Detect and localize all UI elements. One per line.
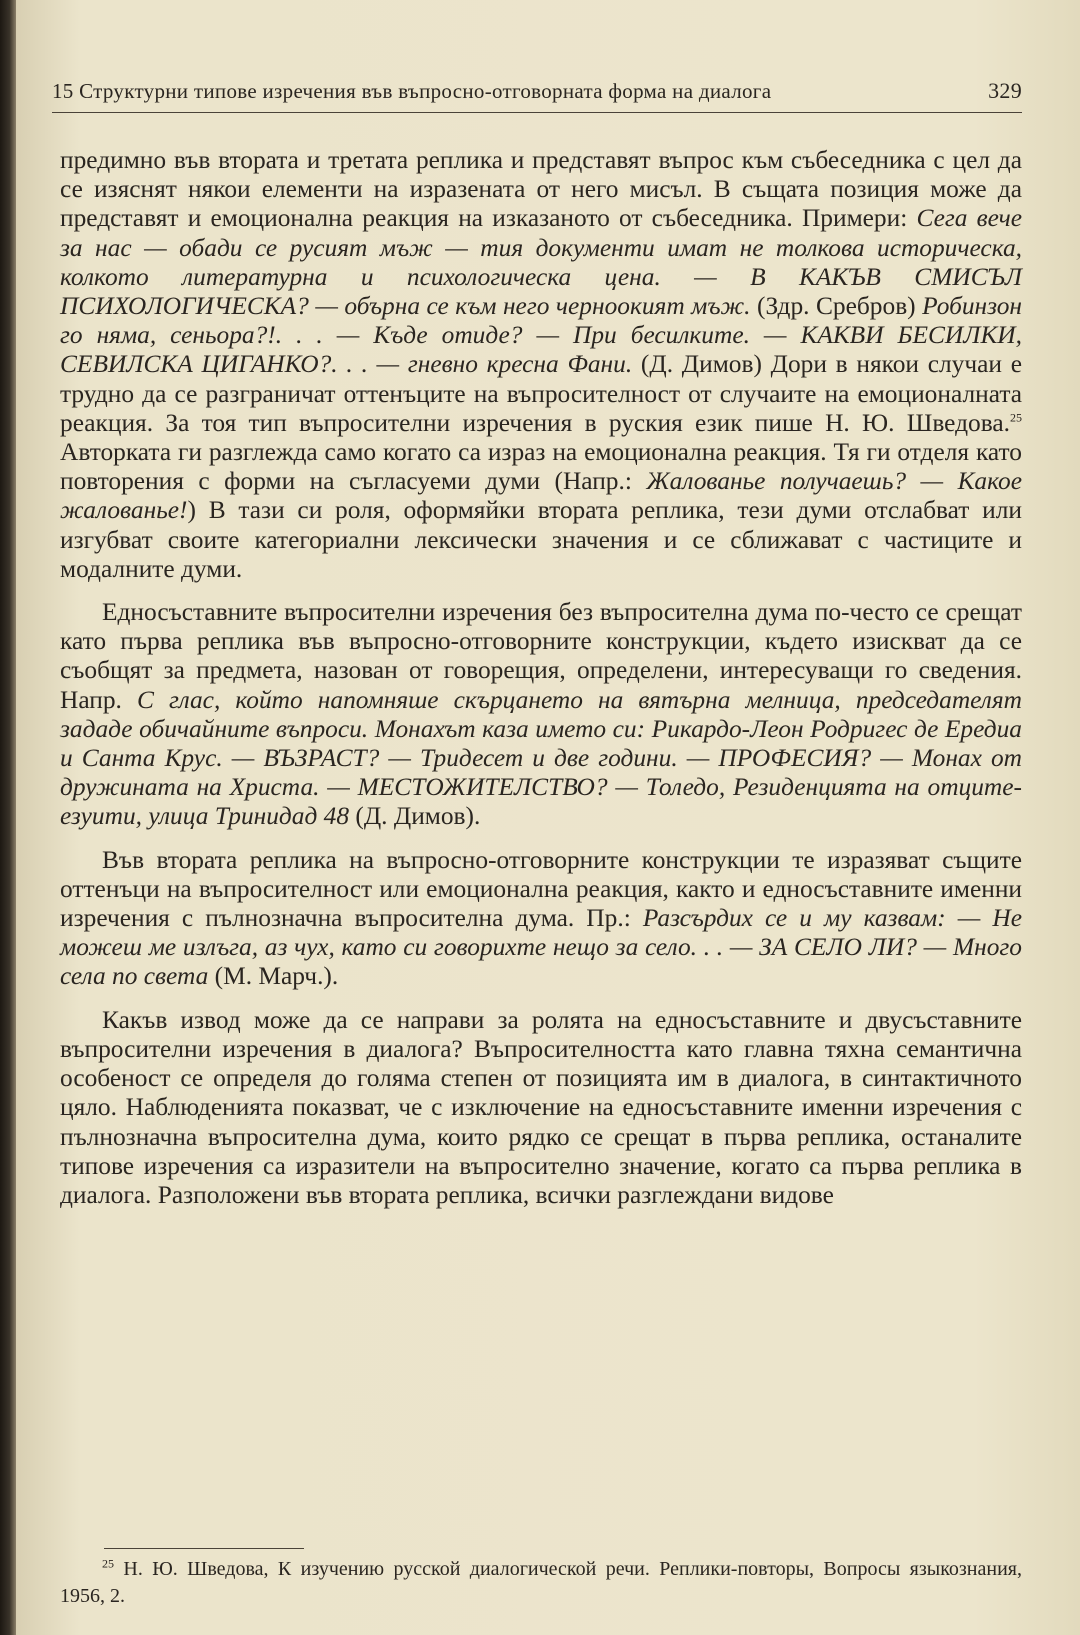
text-run: (Здр. Сребров) <box>750 292 923 321</box>
example-text: Сега вече за нас — обади се русият мъж — тия документи имат не толкова историческа, колкото литературна и психологическа цена. — В КАКЪВ СМИСЪЛ ПСИХОЛОГИЧЕСКА? — обърна се към него черноокият мъж. <box>60 204 1022 321</box>
text-run: Авторката ги разглежда само когато са израз на емоционална реакция. Тя ги отделя като повторения с форми на съгласуеми думи (Напр.: <box>60 438 1022 496</box>
footnote-divider <box>104 1548 304 1549</box>
paragraph <box>60 146 1022 584</box>
text-run: (Д. Димов) Дори в някои случаи е трудно да се разграничат оттенъците на въпросителност от случаите на емоционалната реакция. За тоя тип въпросителни изречения в руския език пише Н. Ю. Шведова. <box>60 350 1022 437</box>
text-run: (Д. Димов). <box>349 802 481 831</box>
example-text: Жалованье получаешь? — Какое жалованье! <box>60 467 1022 525</box>
text-run: ) В тази си роля, оформяйки втората реплика, тези думи отслабват или изгубват своите категориални лексически значения и се сближават с частиците и модалните думи. <box>60 496 1022 583</box>
text-run: Какъв извод може да се направи за ролята на едносъставните и двусъставните въпросителни изречения в диалога? Въпросителността като главна тяхна семантична особеност се определя до голяма степен от позицията им в диалога, в синтактичното цяло. Наблюденията показват, че с изключение на едносъставните именни изречения с пълнозначна въпросителна дума, които рядко се срещат в първа реплика, останалите типове изречения са изразители на въпросително значение, когато са първа реплика в диалога. Разположени във втората реплика, всички разглеждани видове <box>60 1005 1022 1209</box>
page-number: 329 <box>988 78 1022 103</box>
book-page <box>16 0 1080 1635</box>
text-run: (М. Марч.). <box>208 962 339 991</box>
footnote-text: Н. Ю. Шведова, К изучению русской диалогической речи. Реплики-повторы, Вопросы языкознания, 1956, 2. <box>60 1558 1022 1607</box>
example-text: С глас, който напомняше скърцането на вятърна мелница, председателят зададе обичайните въпроси. Монахът каза името си: Рикардо-Леон Родригес де Ередиа и Санта Крус. — ВЪЗРАСТ? — Тридесет и две години. — ПРОФЕСИЯ? — Монах от дружината на Христа. — МЕСТОЖИТЕЛСТВО? — Толедо, Резиденцията на отците-езуити, улица Тринидад 48 <box>60 685 1022 831</box>
paragraph <box>60 598 1022 832</box>
chapter-title: 15 Структурни типове изречения във въпросно-отговорната форма на диалога <box>52 79 772 103</box>
example-text: Робинзон го няма, сеньора?!. . . — Къде отиде? — При бесилките. — КАКВИ БЕСИЛКИ, СЕВИЛСКА ЦИГАНКО?. . . — гневно кресна Фани. <box>60 292 1023 379</box>
text-run: Във втората реплика на въпросно-отговорните конструкции те изразяват същите оттенъци на въпросителност или емоционална реакция, както и едносъставните именни изречения с пълнозначна въпросителна дума. Пр.: <box>60 845 1022 933</box>
text-run: Едносъставните въпросителни изречения без въпросителна дума по-често се срещат като първа реплика във въпросно-отговорните конструкции, където изискват да се съобщят за предмета, назован от говорещия, определени, интересуващи го сведения. Напр. <box>60 598 1022 714</box>
paragraph <box>60 846 1022 992</box>
footnote-number: 25 <box>102 1556 114 1571</box>
book-spine-shadow <box>0 0 16 1635</box>
footnote <box>60 1556 1022 1610</box>
main-text <box>60 146 1022 1224</box>
paragraph <box>60 1006 1022 1210</box>
text-run: предимно във втората и третата реплика и представят въпрос към събеседника с цел да се изяснят някои елементи на изразената от него мисъл. В същата позиция може да представят и емоционална реакция на изказаното от събеседника. Примери: <box>60 146 1022 233</box>
footnote-ref: 25 <box>1010 410 1022 425</box>
running-header <box>52 78 1022 113</box>
example-text: Разсърдих се и му казвам: — Не можеш ме излъга, аз чух, като си говорихте нещо за село. . . — ЗА СЕЛО ЛИ? — Много села по света <box>60 904 1022 991</box>
